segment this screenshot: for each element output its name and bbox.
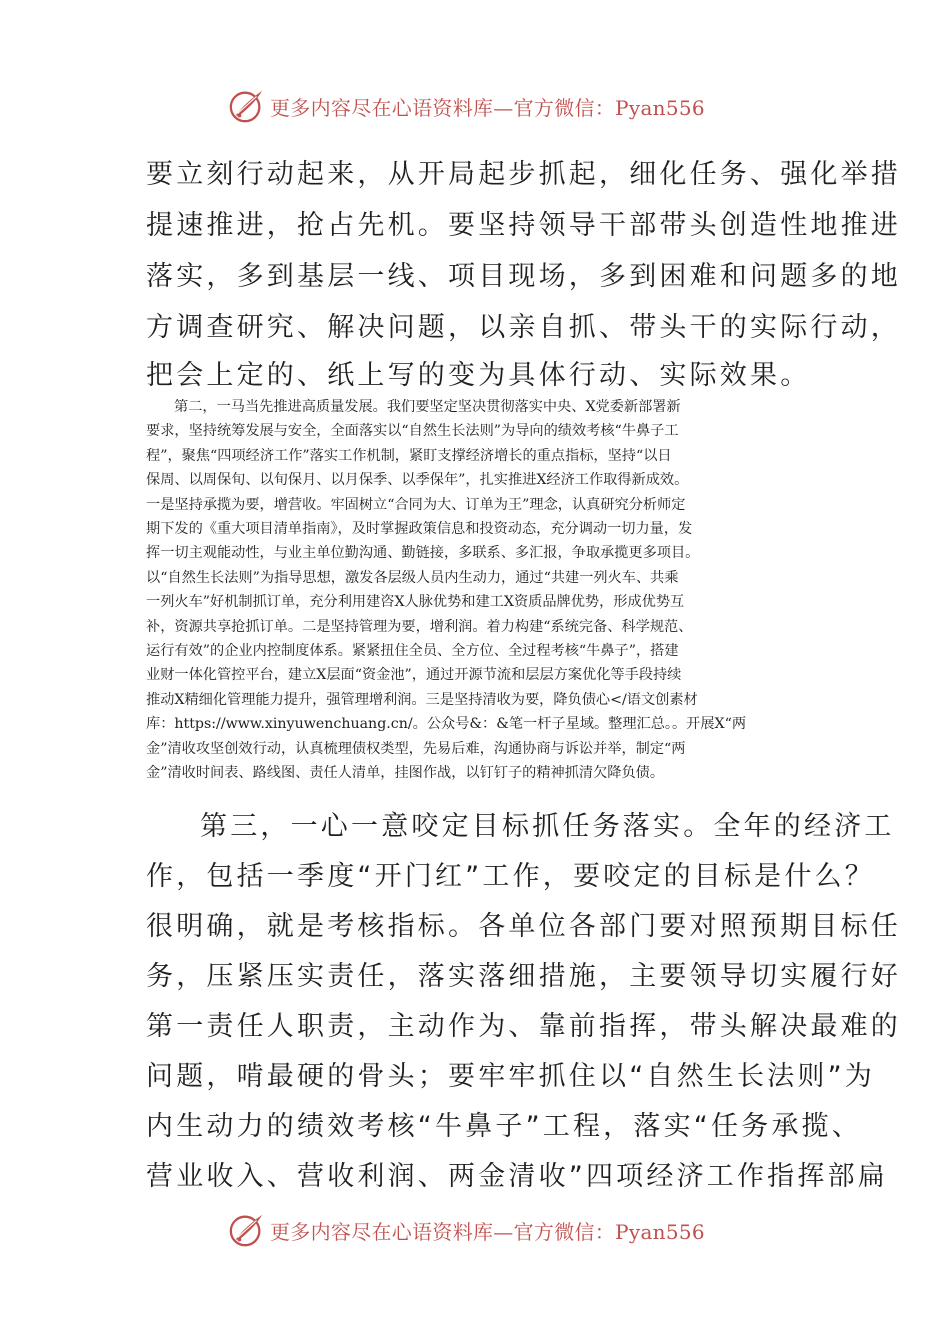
middle-paragraph	[146, 395, 808, 786]
text-line: 库：https://www.xinyuwenchuang.cn/。公众号&：&笔一杆子星域。整理汇总。。开展X“两	[146, 716, 747, 733]
text-line: 补，资源共享抢抓订单。二是坚持管理为要，增利润。着力构建“系统完备、科学规范、	[146, 618, 693, 635]
text-line: 把会上定的、纸上写的变为具体行动、实际效果。	[146, 360, 811, 391]
text-line: 第二，一马当先推进高质量发展。我们要坚定坚决贯彻落实中央、X党委新部署新	[174, 399, 681, 415]
text-line: 作，包括一季度“开门红”工作，要咬定的目标是什么？	[146, 861, 875, 892]
text-line: 金”清收时间表、路线图、责任人清单，挂图作战，以钉钉子的精神抓清欠降负债。	[146, 765, 665, 782]
header-banner	[228, 86, 748, 126]
text-line: 金”清收攻坚创效行动，认真梳理债权类型，先易后难，沟通协商与诉讼并举，制定“两	[146, 740, 686, 757]
text-line: 务，压紧压实责任，落实落细措施，主要领导切实履行好	[146, 961, 901, 992]
text-line: 第三，一心一意咬定目标抓任务落实。全年的经济工	[200, 811, 895, 842]
banner-text: 更多内容尽在心语资料库—官方微信：Pyan556	[270, 1219, 705, 1244]
banner-text: 更多内容尽在心语资料库—官方微信：Pyan556	[270, 95, 705, 120]
footer-banner	[228, 1210, 748, 1250]
text-line: 营业收入、营收利润、两金清收”四项经济工作指挥部扁	[146, 1161, 888, 1192]
text-line: 内生动力的绩效考核“牛鼻子”工程，落实“任务承揽、	[146, 1111, 862, 1142]
text-line: 问题，啃最硬的骨头；要牢牢抓住以“自然生长法则”为	[146, 1061, 875, 1092]
text-line: 期下发的《重大项目清单指南》，及时掌握政策信息和投资动态，充分调动一切力量，发	[146, 521, 693, 538]
quill-logo-icon	[228, 1211, 266, 1249]
text-line: 要求，坚持统筹发展与安全，全面落实以“自然生长法则”为导向的绩效考核“牛鼻子工	[146, 423, 679, 440]
text-line: 程”，聚焦“四项经济工作”落实工作机制，紧盯支撑经济增长的重点指标，坚持“以日	[146, 447, 672, 464]
quill-logo-icon	[228, 87, 266, 125]
text-line: 保周、以周保旬、以旬保月、以月保季、以季保年”，扎实推进X经济工作取得新成效。	[146, 472, 689, 489]
text-line: 一列火车”好机制抓订单，充分利用建咨X人脉优势和建工X资质品牌优势，形成优势互	[146, 594, 685, 611]
text-line: 要立刻行动起来，从开局起步抓起，细化任务、强化举措	[146, 159, 901, 190]
text-line: 挥一切主观能动性，与业主单位勤沟通、勤链接，多联系、多汇报，争取承揽更多项目。	[146, 545, 700, 562]
text-line: 很明确，就是考核指标。各单位各部门要对照预期目标任	[146, 911, 901, 942]
text-line: 业财一体化管控平台，建立X层面“资金池”，通过开源节流和层层方案优化等手段持续	[146, 667, 682, 684]
text-line: 落实，多到基层一线、项目现场，多到困难和问题多的地	[146, 261, 901, 292]
text-line: 提速推进，抢占先机。要坚持领导干部带头创造性地推进	[146, 210, 901, 241]
text-line: 一是坚持承揽为要，增营收。牢固树立“合同为大、订单为王”理念，认真研究分析师定	[146, 496, 686, 513]
text-line: 推动X精细化管理能力提升，强管理增利润。三是坚持清收为要，降负债心</语文创素材	[146, 691, 698, 708]
text-line: 方调查研究、解决问题，以亲自抓、带头干的实际行动，	[146, 312, 901, 343]
text-line: 以“自然生长法则”为指导思想，激发各层级人员内生动力，通过“共建一列火车、共乘	[146, 569, 679, 586]
text-line: 第一责任人职责，主动作为、靠前指挥，带头解决最难的	[146, 1011, 901, 1042]
text-line: 运行有效”的企业内控制度体系。紧紧扭住全员、全方位、全过程考核“牛鼻子”，搭建	[146, 643, 679, 660]
